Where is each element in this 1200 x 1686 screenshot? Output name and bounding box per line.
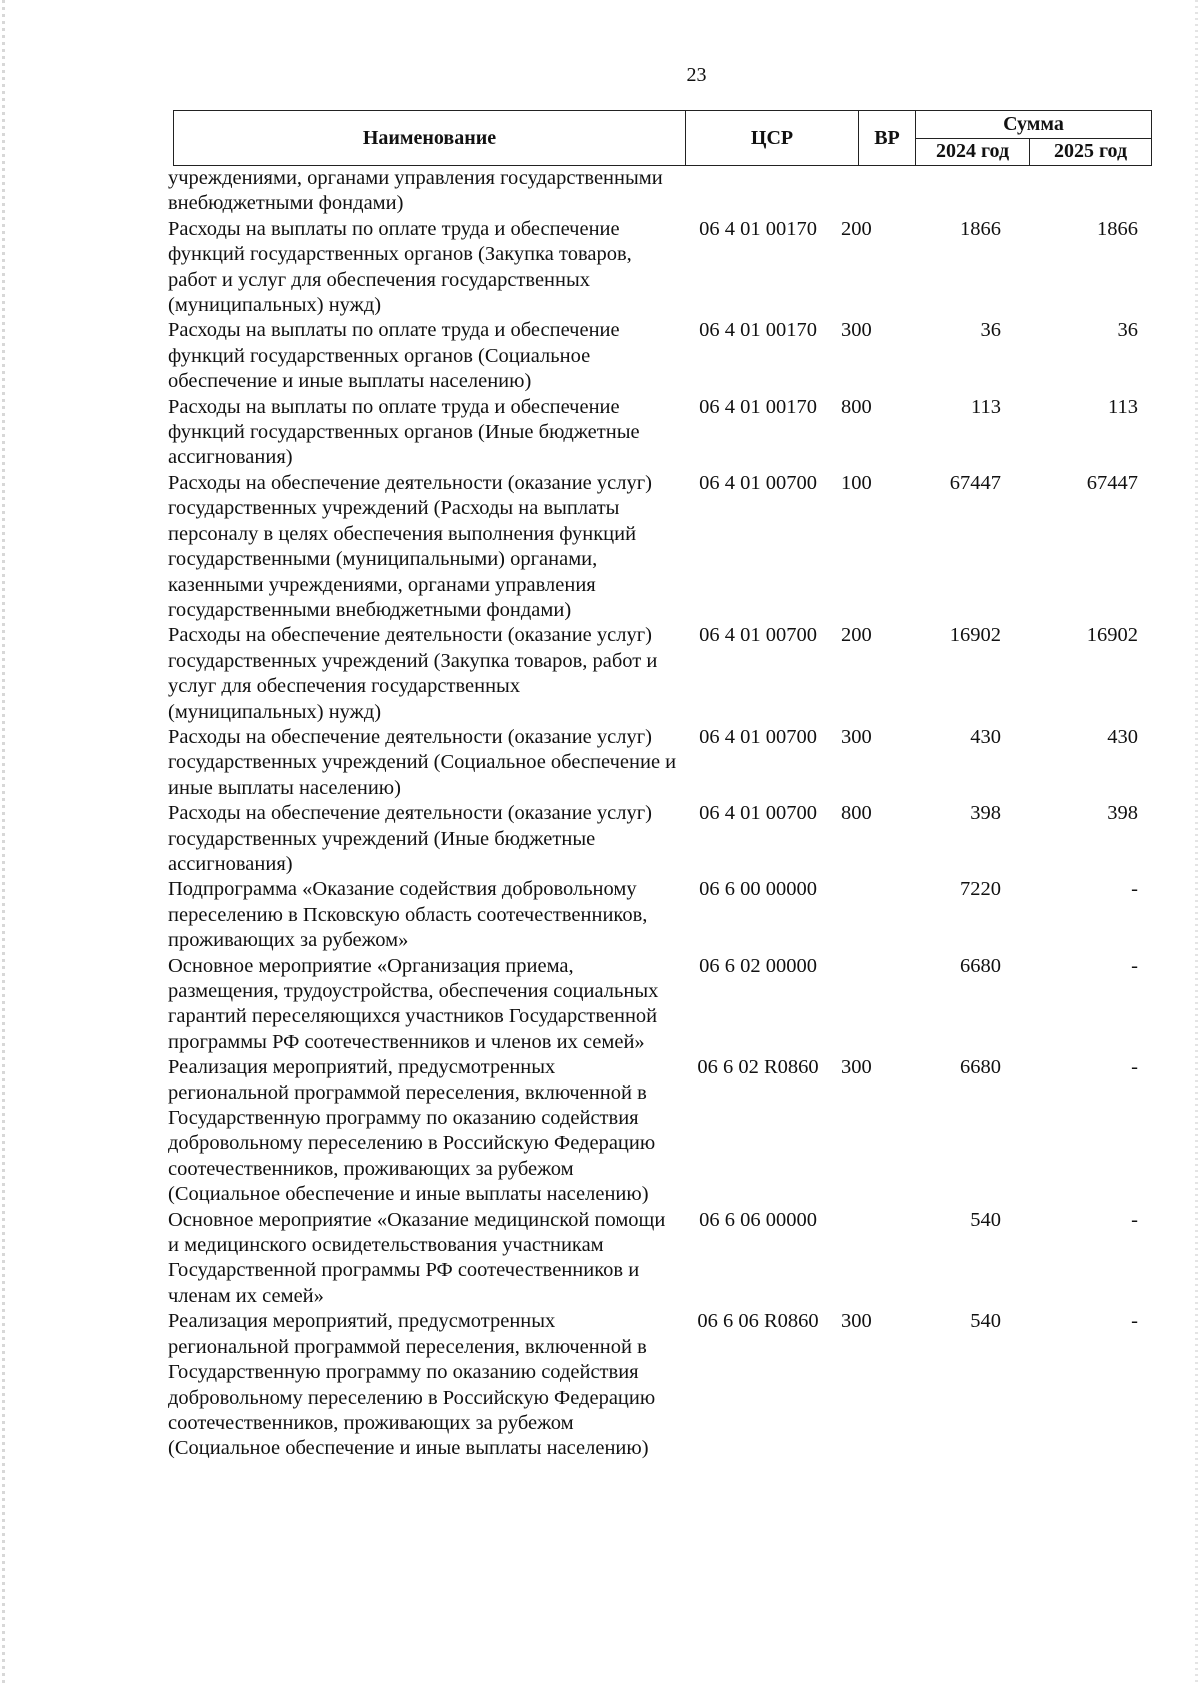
table-row: [168, 166, 1158, 217]
cell-2024: 67447: [949, 471, 1001, 494]
cell-name: Расходы на выплаты по оплате труда и обеспечение функций государственных органов (Социальное обеспечение и иные выплаты населению): [168, 319, 620, 393]
cell-name: Расходы на обеспечение деятельности (оказание услуг) государственных учреждений (Закупка товаров, работ и услуг для обеспечения государственных (муниципальных) нужд): [168, 624, 658, 723]
cell-vr: 200: [841, 217, 872, 240]
cell-2024: 36: [980, 319, 1001, 342]
cell-vr: 300: [841, 1310, 872, 1333]
table-row: [168, 623, 1158, 725]
table-row: [168, 954, 1158, 1056]
cell-name: Основное мероприятие «Оказание медицинской помощи и медицинского освидетельствования участникам Государственной программы РФ соотечественников и членам их семей»: [168, 1208, 666, 1307]
cell-2025: 16902: [1086, 624, 1138, 647]
cell-2024: 113: [971, 395, 1001, 418]
cell-csr: 06 4 01 00170: [699, 319, 817, 342]
cell-name: Расходы на обеспечение деятельности (оказание услуг) государственных учреждений (Иные бюджетные ассигнования): [168, 802, 652, 875]
cell-csr: 06 4 01 00700: [699, 471, 817, 494]
cell-csr: 06 6 06 00000: [699, 1208, 817, 1231]
scan-edge-right: [1195, 0, 1198, 1686]
cell-name: Расходы на обеспечение деятельности (оказание услуг) государственных учреждений (Расходы на выплаты персоналу в целях обеспечения выполнения функций государственными (муниципальными) органами, казенными учреждениями, органами управления государственными внебюджетными фондами): [168, 471, 652, 621]
cell-csr: 06 4 01 00700: [699, 624, 817, 647]
cell-csr: 06 4 01 00700: [699, 802, 817, 825]
table-row: [168, 471, 1158, 623]
cell-name: Расходы на выплаты по оплате труда и обеспечение функций государственных органов (Иные бюджетные ассигнования): [168, 395, 640, 469]
cell-2025: 36: [1117, 319, 1138, 342]
cell-name: Реализация мероприятий, предусмотренных региональной программой переселения, включенной в Государственную программу по оказанию содействия добровольному переселению в Российскую Федерацию соотечественников, проживающих за рубежом (Социальное обеспечение и иные выплаты населению): [168, 1056, 656, 1206]
cell-name: Расходы на выплаты по оплате труда и обеспечение функций государственных органов (Закупка товаров, работ и услуг для обеспечения государственных (муниципальных) нужд): [168, 217, 632, 317]
cell-name: Подпрограмма «Оказание содействия добровольному переселению в Псковскую область соотечественников, проживающих за рубежом»: [168, 878, 648, 952]
cell-csr: 06 6 06 R0860: [697, 1310, 819, 1333]
table-row: [168, 725, 1158, 801]
cell-name: Расходы на обеспечение деятельности (оказание услуг) государственных учреждений (Социальное обеспечение и иные выплаты населению): [168, 725, 677, 799]
cell-csr: 06 4 01 00170: [699, 395, 817, 418]
cell-2025: 398: [1107, 802, 1138, 825]
header-vr: ВР: [859, 111, 916, 166]
cell-2025: -: [1131, 1310, 1138, 1333]
header-year-2025: 2025 год: [1030, 138, 1152, 166]
cell-vr: 800: [841, 395, 872, 418]
cell-2025: 67447: [1086, 471, 1138, 494]
cell-2025: 113: [1108, 395, 1138, 418]
cell-vr: 300: [841, 1056, 872, 1079]
header-csr: ЦСР: [686, 111, 859, 166]
table-row: [168, 217, 1158, 319]
cell-2024: 398: [970, 802, 1001, 825]
table-body: [168, 166, 1158, 1462]
cell-csr: 06 6 02 00000: [699, 954, 817, 977]
header-year-2024: 2024 год: [916, 138, 1030, 166]
cell-2025: -: [1131, 954, 1138, 977]
cell-2025: -: [1131, 1208, 1138, 1231]
scan-edge-left: [2, 0, 5, 1686]
cell-2024: 16902: [949, 624, 1001, 647]
table-row: [168, 877, 1158, 953]
cell-2024: 540: [970, 1310, 1001, 1333]
header-name: Наименование: [174, 111, 686, 166]
cell-vr: 800: [841, 802, 872, 825]
cell-2024: 7220: [960, 878, 1001, 901]
header-sum: Сумма: [916, 111, 1152, 139]
cell-2024: 6680: [960, 954, 1001, 977]
cell-name: Основное мероприятие «Организация приема, размещения, трудоустройства, обеспечения социальных гарантий переселяющихся участников Государственной программы РФ соотечественников и членов их семей»: [168, 954, 659, 1053]
cell-csr: 06 4 01 00170: [699, 217, 817, 240]
table-row: [168, 1208, 1158, 1310]
cell-2025: -: [1131, 1056, 1138, 1079]
cell-2024: 540: [970, 1208, 1001, 1231]
table-header: [173, 110, 1152, 166]
cell-2025: 430: [1107, 725, 1138, 748]
cell-vr: 300: [841, 725, 872, 748]
cell-2025: 1866: [1097, 217, 1138, 240]
cell-vr: 200: [841, 624, 872, 647]
cell-csr: 06 6 00 00000: [699, 878, 817, 901]
cell-2025: -: [1131, 878, 1138, 901]
cell-2024: 430: [970, 725, 1001, 748]
cell-vr: 300: [841, 319, 872, 342]
cell-csr: 06 4 01 00700: [699, 725, 817, 748]
cell-csr: 06 6 02 R0860: [697, 1056, 819, 1079]
cell-2024: 1866: [960, 217, 1001, 240]
table-row: [168, 1055, 1158, 1207]
cell-name: Реализация мероприятий, предусмотренных региональной программой переселения, включенной в Государственную программу по оказанию содействия добровольному переселению в Российскую Федерацию соотечественников, проживающих за рубежом (Социальное обеспечение и иные выплаты населению): [168, 1310, 656, 1460]
cell-name: учреждениями, органами управления государственными внебюджетными фондами): [168, 167, 663, 215]
table-row: [168, 395, 1158, 471]
page-number: 23: [686, 64, 707, 86]
table-row: [168, 1309, 1158, 1461]
table-row: [168, 801, 1158, 877]
cell-vr: 100: [841, 471, 872, 494]
cell-2024: 6680: [960, 1056, 1001, 1079]
table-row: [168, 318, 1158, 394]
